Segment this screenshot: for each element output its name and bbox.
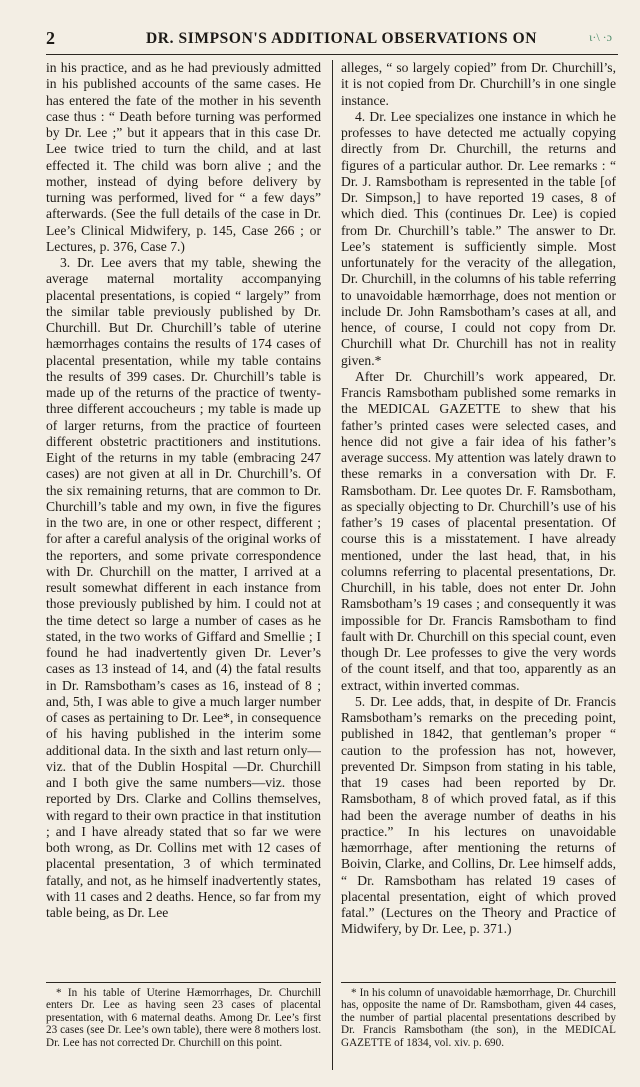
footnote-text: * In his column of unavoidable hæmorrhage, Dr. Churchill has, opposite the name of Dr. Ramsbotham, given 44 cases, the number of partial placental presentations described by Dr. Francis Ramsbotham (the son), in the MEDICAL GAZETTE of 1834, vol. xiv. p. 690.	[341, 987, 616, 1049]
paragraph-point-4: 4. Dr. Lee specializes one instance in which he professes to have detected me actually copying directly from Dr. Churchill, the returns and figures of a particular author. Dr. Lee remarks : “ Dr. J. Ramsbotham is represented in the table [of Dr. Simpson,] to have reported 19 cases, 8 of which died. This (continues Dr. Lee) is copied from Dr. Churchill’s table.” The answer to Dr. Lee’s statement is sufficiently simple. Most unfortunately for the veracity of the allegation, Dr. Churchill, in the columns of his table referring to unavoidable hæmorrhage, does not mention or include Dr. John Ramsbotham’s cases at all, and hence, of course, I could not copy from Dr. Churchill what Dr. Churchill has not in reality given.*	[341, 108, 616, 368]
paragraph-after-churchill: After Dr. Churchill’s work appeared, Dr. Francis Ramsbotham published some remarks in the MEDICAL GAZETTE to shew that his father’s printed cases were selected cases, and hence did not give a fair idea of his father’s average success. My attention was lately drawn to these remarks in a conversation with Dr. F. Ramsbotham. Dr. Lee quotes Dr. F. Ramsbotham, as specially objecting to Dr. Churchill’s use of his father’s 19 cases of placental presentation. Of course this is a misstatement. I have already mentioned, under the last head, that, in his columns referring to placental presentations, Dr. Churchill, in his table, does not enter Dr. John Ramsbotham’s 19 cases ; and consequently it was impossible for Dr. Francis Ramsbotham to find fault with Dr. Churchill on this special count, even though Dr. Lee professes to give the very words of the count itself, and that too, apparently as an extract, within inverted commas.	[341, 368, 616, 693]
right-footnote	[341, 982, 616, 1049]
running-head: DR. SIMPSON'S ADDITIONAL OBSERVATIONS ON	[146, 30, 538, 47]
corner-pencil-mark: ɩ·\ ·ɔ	[589, 30, 612, 44]
paragraph-point-5: 5. Dr. Lee adds, that, in despite of Dr. Francis Ramsbotham’s remarks on the preceding point, published in 1842, that gentleman’s proper “ caution to the profession has not, however, prevented Dr. Simpson from stating in his table, that 19 cases had been reported by Dr. Ramsbotham, 8 of which proved fatal, as if this had been the average number of deaths in his practice.” In his lectures on unavoidable hæmorrhage, after mentioning the returns of Boivin, Clarke, and Collins, Dr. Lee himself adds, “ Dr. Ramsbotham has related 19 cases of placental presentation, eight of which proved fatal.” (Lectures on the Theory and Practice of Midwifery, by Dr. Lee, p. 371.)	[341, 693, 616, 937]
footnote-text: * In his table of Uterine Hæmorrhages, Dr. Churchill enters Dr. Lee as having seen 23 cases of placental presentation, with 6 maternal deaths. Among Dr. Lee’s first 23 cases (see Dr. Lee’s own table), there were 8 mothers lost. Dr. Lee has not corrected Dr. Churchill on this point.	[46, 987, 321, 1049]
paragraph-continuation: alleges, “ so largely copied” from Dr. Churchill’s, it is not copied from Dr. Churchill’s in one single instance.	[341, 60, 616, 108]
right-column	[341, 60, 616, 1070]
left-column	[46, 60, 321, 1070]
paragraph-point-3: 3. Dr. Lee avers that my table, shewing the average maternal mortality accompanying placental presentations, is copied “ largely” from the similar table previously published by Dr. Churchill. But Dr. Churchill’s table of uterine hæmorrhages contains the results of 174 cases of placental presentation, while my table contains the results of 399 cases. Dr. Churchill’s table is made up of the returns of the practice of twenty-three different accoucheurs ; my table is made up of larger returns, from the practice of fourteen different obstetric practitioners and institutions. Eight of the returns in my table (embracing 247 cases) are not given at all in Dr. Churchill’s. Of the six remaining returns, that are common to Dr. Churchill’s table and my own, in five the figures in the two are, in one or other respect, different ; for after a careful analysis of the original works of the reporters, and some private correspondence with Dr. Churchill on the matter, I arrived at a result somewhat different in each instance from those previously published by him. I could not at the time detect so large a number of cases as he stated, in the two works of Giffard and Smellie ; I found he had inadvertently given Dr. Lever’s cases as 13 instead of 14, and (4) the fatal results in Dr. Ramsbotham’s cases as 16, instead of 8 ; and, 5th, I was able to give a much larger number of cases as pertaining to Dr. Lee*, in consequence of his having published in the interim some additional data. In the sixth and last return only—viz. that of the Dublin Hospital —Dr. Churchill and I both give the same numbers—viz. those reported by Drs. Clarke and Collins themselves, with regard to their own practice in that institution ; and I have already stated that so far we were both wrong, as Dr. Collins met with 12 cases of placental presentation, 3 of which terminated fatally, and not, as he himself inadvertently states, with 11 cases and 2 deaths. Hence, so far from my table being, as Dr. Lee	[46, 255, 321, 920]
page-header	[46, 28, 618, 55]
page-number: 2	[46, 28, 55, 48]
paragraph-continuation: in his practice, and as he had previously admitted in his published accounts of the same cases. He has entered the fate of the mother in his seventh case thus : “ Death before turning was performed by Dr. Lee ;” but it appears that in this case Dr. Lee twice tried to turn the child, and at last effected it. The child was born alive ; and the mother, instead of dying before delivery by turning was performed, lived for “ a few days” afterwards. (See the full details of the case in Dr. Lee’s Clinical Midwifery, p. 145, Case 266 ; or Lectures, p. 376, Case 7.)	[46, 60, 321, 254]
column-divider	[332, 60, 333, 1070]
left-footnote	[46, 982, 321, 1049]
